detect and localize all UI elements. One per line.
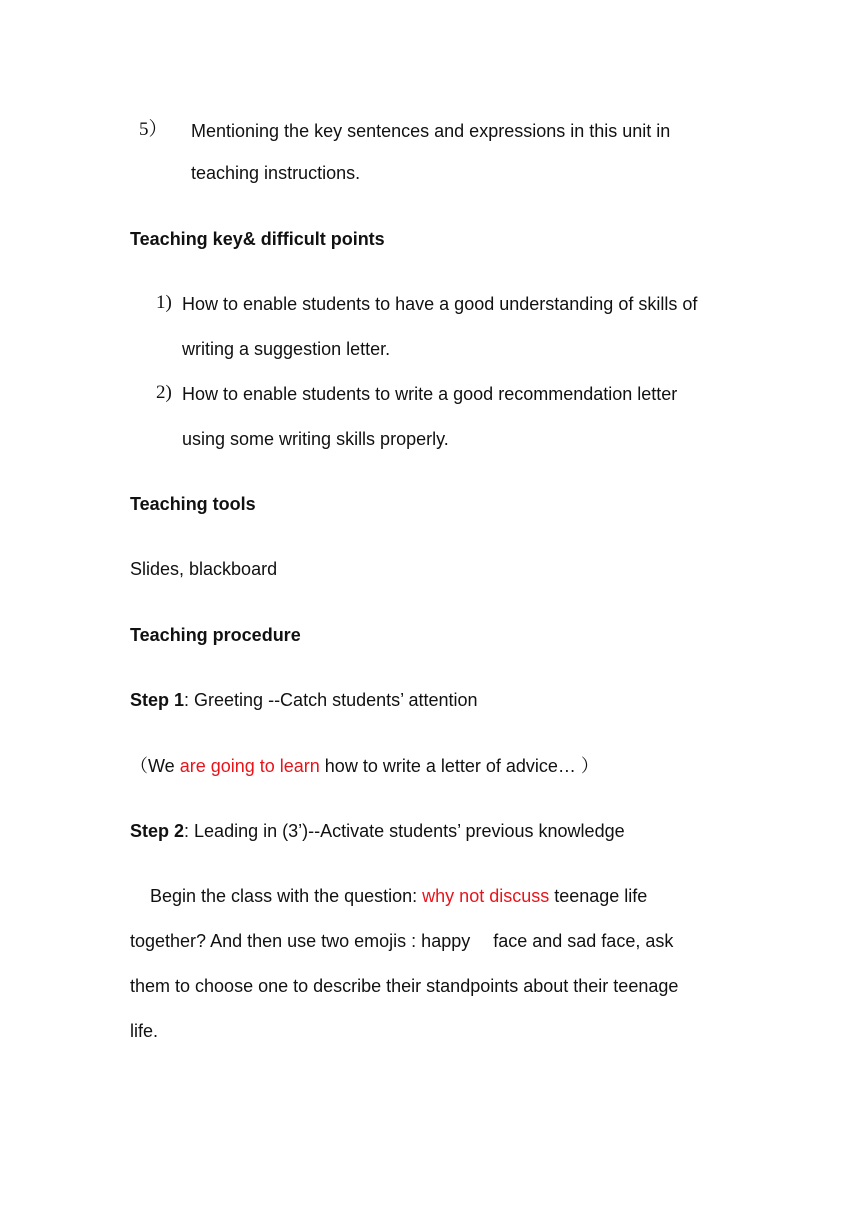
step-1-note-highlight: are going to learn [179, 756, 320, 776]
step-2-line [130, 820, 625, 842]
step-1-note-rest: how to write a letter of advice… ） [319, 756, 599, 776]
step-2-label: Step 2 [130, 821, 185, 841]
key-point-1-number: 1) [156, 292, 172, 313]
step-2-paragraph-line2: together? And then use two emojis : happy face and sad face, ask [130, 931, 674, 951]
step-2-para-start: Begin the class with the question: [150, 886, 423, 906]
step-1-note-open: （We [130, 756, 180, 776]
item-5-text-line1: Mentioning the key sentences and expressions in this unit in [191, 121, 671, 141]
step-2-para-line1-end: teenage life [549, 886, 648, 906]
key-points-heading: Teaching key& difficult points [130, 229, 385, 249]
key-point-2-number: 2) [156, 382, 172, 403]
procedure-heading: Teaching procedure [130, 625, 301, 645]
tools-heading: Teaching tools [130, 494, 256, 514]
key-point-1-line2: writing a suggestion letter. [182, 339, 391, 359]
step-1-note [130, 755, 599, 777]
step-2-paragraph-line1 [150, 885, 647, 907]
key-point-2-line2: using some writing skills properly. [182, 429, 449, 449]
item-5-text-line2: teaching instructions. [191, 163, 361, 183]
step-2-para-highlight: why not discuss [422, 886, 550, 906]
step-2-text: : Leading in (3’)--Activate students’ previous knowledge [184, 821, 625, 841]
item-5-number: 5） [139, 119, 168, 140]
step-1-label: Step 1 [130, 690, 185, 710]
step-1-line [130, 689, 478, 711]
step-2-paragraph-line3: them to choose one to describe their standpoints about their teenage [130, 976, 679, 996]
key-point-2-line1: How to enable students to write a good recommendation letter [182, 384, 678, 404]
step-2-paragraph-line4: life. [130, 1021, 159, 1041]
step-1-text: : Greeting --Catch students’ attention [184, 690, 478, 710]
key-point-1-line1: How to enable students to have a good understanding of skills of [182, 294, 698, 314]
tools-text: Slides, blackboard [130, 559, 278, 579]
